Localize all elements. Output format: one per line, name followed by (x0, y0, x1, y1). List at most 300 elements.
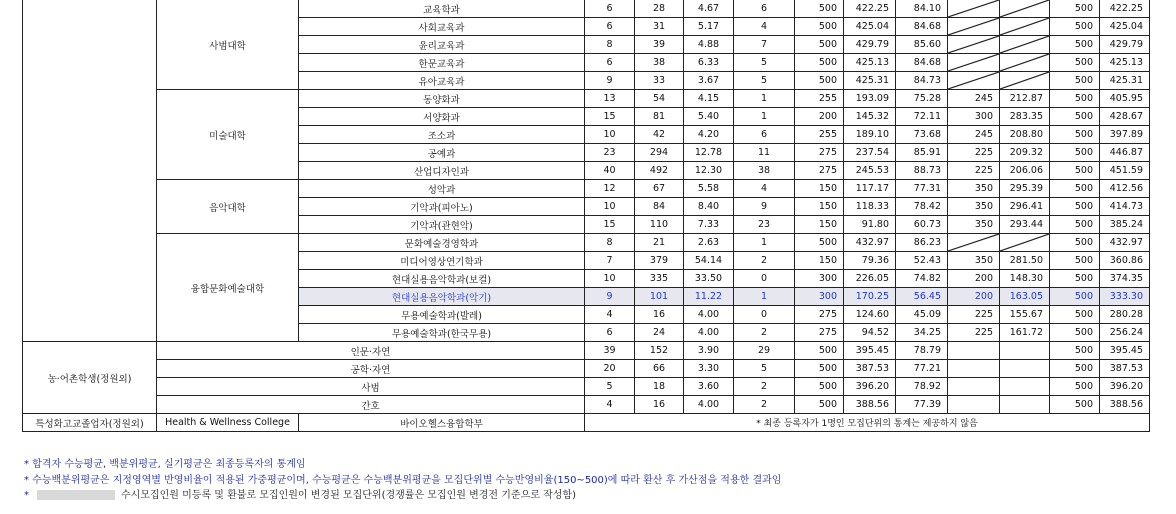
applicants-cell: 21 (635, 234, 684, 252)
college-name: 미술대학 (157, 90, 299, 180)
percentile-avg-cell: 84.10 (896, 0, 948, 18)
quota-cell: 6 (585, 324, 635, 342)
percentile-avg-cell: 52.43 (896, 252, 948, 270)
practical-ratio-cell: 200 (948, 288, 1000, 306)
registered-cell: 23 (734, 216, 795, 234)
suneung-avg-cell: 387.53 (844, 360, 896, 378)
suneung-avg-cell: 94.52 (844, 324, 896, 342)
total-avg-cell: 360.86 (1100, 252, 1150, 270)
suneung-ratio-cell: 500 (795, 378, 844, 396)
practical-avg-cell: 206.06 (1000, 162, 1050, 180)
empty-cell-slash (948, 54, 1000, 72)
department-name: 인문·자연 (157, 342, 585, 360)
college-name: 융합문화예술대학 (157, 234, 299, 342)
practical-ratio-cell: 225 (948, 306, 1000, 324)
practical-ratio-cell: 300 (948, 108, 1000, 126)
practical-avg-cell: 209.32 (1000, 144, 1050, 162)
practical-ratio-cell: 225 (948, 162, 1000, 180)
suneung-ratio-cell: 500 (795, 234, 844, 252)
footnote-3-bullet: * (24, 490, 29, 501)
empty-cell-slash (1000, 0, 1050, 18)
suneung-ratio-cell: 150 (795, 198, 844, 216)
quota-cell: 40 (585, 162, 635, 180)
total-ratio-cell: 500 (1050, 180, 1100, 198)
total-ratio-cell: 500 (1050, 306, 1100, 324)
suneung-ratio-cell: 275 (795, 144, 844, 162)
suneung-avg-cell: 193.09 (844, 90, 896, 108)
suneung-ratio-cell: 150 (795, 252, 844, 270)
department-name: 조소과 (299, 126, 585, 144)
total-avg-cell: 385.24 (1100, 216, 1150, 234)
registered-cell: 0 (734, 306, 795, 324)
quota-cell: 15 (585, 108, 635, 126)
percentile-avg-cell: 78.42 (896, 198, 948, 216)
table-row (23, 360, 1150, 378)
statistics-note: * 최종 등록자가 1명인 모집단위의 통계는 제공하지 않음 (585, 414, 1150, 432)
suneung-avg-cell: 245.53 (844, 162, 896, 180)
percentile-avg-cell: 85.60 (896, 36, 948, 54)
competition-rate-cell: 3.30 (684, 360, 734, 378)
department-name: 공학·자연 (157, 360, 585, 378)
practical-avg-cell: 283.35 (1000, 108, 1050, 126)
applicants-cell: 33 (635, 72, 684, 90)
empty-cell-slash (948, 0, 1000, 18)
practical-ratio-cell: 225 (948, 324, 1000, 342)
practical-avg-cell: 296.41 (1000, 198, 1050, 216)
suneung-ratio-cell: 500 (795, 54, 844, 72)
table-row (23, 234, 1150, 252)
competition-rate-cell: 12.78 (684, 144, 734, 162)
total-avg-cell: 396.20 (1100, 378, 1150, 396)
total-ratio-cell: 500 (1050, 0, 1100, 18)
total-avg-cell: 412.56 (1100, 180, 1150, 198)
registered-cell: 1 (734, 108, 795, 126)
competition-rate-cell: 3.67 (684, 72, 734, 90)
registered-cell: 5 (734, 72, 795, 90)
registered-cell: 6 (734, 126, 795, 144)
total-ratio-cell: 500 (1050, 270, 1100, 288)
quota-cell: 8 (585, 36, 635, 54)
empty-cell-slash (948, 234, 1000, 252)
total-ratio-cell: 500 (1050, 18, 1100, 36)
competition-rate-cell: 3.90 (684, 342, 734, 360)
applicants-cell: 81 (635, 108, 684, 126)
total-ratio-cell: 500 (1050, 288, 1100, 306)
competition-rate-cell: 4.15 (684, 90, 734, 108)
quota-cell: 20 (585, 360, 635, 378)
applicants-cell: 42 (635, 126, 684, 144)
department-name: 한문교육과 (299, 54, 585, 72)
registered-cell: 2 (734, 396, 795, 414)
registered-cell: 0 (734, 270, 795, 288)
empty-cell-slash (948, 36, 1000, 54)
college-name: 사범대학 (157, 0, 299, 90)
competition-rate-cell: 12.30 (684, 162, 734, 180)
quota-cell: 10 (585, 198, 635, 216)
practical-avg-cell: 163.05 (1000, 288, 1050, 306)
total-ratio-cell: 500 (1050, 72, 1100, 90)
table-row (23, 342, 1150, 360)
percentile-avg-cell: 77.21 (896, 360, 948, 378)
applicants-cell: 54 (635, 90, 684, 108)
suneung-ratio-cell: 500 (795, 396, 844, 414)
quota-cell: 15 (585, 216, 635, 234)
practical-avg-cell: 161.72 (1000, 324, 1050, 342)
applicants-cell: 101 (635, 288, 684, 306)
registered-cell: 11 (734, 144, 795, 162)
suneung-avg-cell: 432.97 (844, 234, 896, 252)
percentile-avg-cell: 56.45 (896, 288, 948, 306)
total-ratio-cell: 500 (1050, 198, 1100, 216)
percentile-avg-cell: 88.73 (896, 162, 948, 180)
percentile-avg-cell: 45.09 (896, 306, 948, 324)
percentile-avg-cell: 77.31 (896, 180, 948, 198)
admission-type-label: 농·어촌학생(정원외) (23, 342, 157, 414)
practical-avg-cell: 281.50 (1000, 252, 1050, 270)
quota-cell: 10 (585, 126, 635, 144)
department-name: 바이오헬스융합학부 (299, 414, 585, 432)
suneung-ratio-cell: 255 (795, 90, 844, 108)
competition-rate-cell: 7.33 (684, 216, 734, 234)
practical-avg-cell (1000, 396, 1050, 414)
practical-avg-cell: 208.80 (1000, 126, 1050, 144)
competition-rate-cell: 54.14 (684, 252, 734, 270)
total-avg-cell: 280.28 (1100, 306, 1150, 324)
suneung-avg-cell: 79.36 (844, 252, 896, 270)
applicants-cell: 335 (635, 270, 684, 288)
empty-cell-slash (1000, 36, 1050, 54)
total-ratio-cell: 500 (1050, 216, 1100, 234)
total-avg-cell: 388.56 (1100, 396, 1150, 414)
suneung-avg-cell: 425.31 (844, 72, 896, 90)
competition-rate-cell: 11.22 (684, 288, 734, 306)
table-row (23, 396, 1150, 414)
applicants-cell: 294 (635, 144, 684, 162)
quota-cell: 6 (585, 18, 635, 36)
empty-cell-slash (948, 18, 1000, 36)
suneung-ratio-cell: 500 (795, 342, 844, 360)
registered-cell: 5 (734, 54, 795, 72)
total-avg-cell: 256.24 (1100, 324, 1150, 342)
total-avg-cell: 425.13 (1100, 54, 1150, 72)
applicants-cell: 66 (635, 360, 684, 378)
total-avg-cell: 414.73 (1100, 198, 1150, 216)
admission-type-label: 특성화고교졸업자(정원외) (23, 414, 157, 432)
department-name: 사범 (157, 378, 585, 396)
total-ratio-cell: 500 (1050, 342, 1100, 360)
competition-rate-cell: 4.00 (684, 306, 734, 324)
suneung-ratio-cell: 150 (795, 216, 844, 234)
department-name: 문화예술경영학과 (299, 234, 585, 252)
competition-rate-cell: 4.00 (684, 396, 734, 414)
total-avg-cell: 395.45 (1100, 342, 1150, 360)
applicants-cell: 24 (635, 324, 684, 342)
practical-ratio-cell: 200 (948, 270, 1000, 288)
department-name: 사회교육과 (299, 18, 585, 36)
suneung-ratio-cell: 500 (795, 18, 844, 36)
competition-rate-cell: 8.40 (684, 198, 734, 216)
applicants-cell: 16 (635, 396, 684, 414)
total-ratio-cell: 500 (1050, 360, 1100, 378)
total-avg-cell: 425.31 (1100, 72, 1150, 90)
total-avg-cell: 387.53 (1100, 360, 1150, 378)
department-name: 기악과(관현악) (299, 216, 585, 234)
table-row (23, 414, 1150, 432)
applicants-cell: 28 (635, 0, 684, 18)
total-avg-cell: 428.67 (1100, 108, 1150, 126)
registered-cell: 4 (734, 18, 795, 36)
department-name: 기악과(피아노) (299, 198, 585, 216)
registered-cell: 2 (734, 378, 795, 396)
competition-rate-cell: 5.17 (684, 18, 734, 36)
suneung-avg-cell: 170.25 (844, 288, 896, 306)
suneung-avg-cell: 395.45 (844, 342, 896, 360)
registered-cell: 2 (734, 252, 795, 270)
suneung-avg-cell: 429.79 (844, 36, 896, 54)
registered-cell: 29 (734, 342, 795, 360)
total-avg-cell: 422.25 (1100, 0, 1150, 18)
suneung-ratio-cell: 500 (795, 72, 844, 90)
quota-cell: 9 (585, 288, 635, 306)
percentile-avg-cell: 60.73 (896, 216, 948, 234)
total-ratio-cell: 500 (1050, 162, 1100, 180)
total-ratio-cell: 500 (1050, 378, 1100, 396)
competition-rate-cell: 5.58 (684, 180, 734, 198)
empty-cell-slash (1000, 234, 1050, 252)
suneung-ratio-cell: 275 (795, 162, 844, 180)
competition-rate-cell: 2.63 (684, 234, 734, 252)
suneung-ratio-cell: 255 (795, 126, 844, 144)
competition-rate-cell: 6.33 (684, 54, 734, 72)
suneung-ratio-cell: 275 (795, 324, 844, 342)
admission-stats-table (22, 0, 1150, 432)
quota-cell: 8 (585, 234, 635, 252)
total-ratio-cell: 500 (1050, 396, 1100, 414)
suneung-ratio-cell: 300 (795, 270, 844, 288)
department-name: 공예과 (299, 144, 585, 162)
competition-rate-cell: 4.67 (684, 0, 734, 18)
table-row (23, 0, 1150, 18)
registered-cell: 1 (734, 234, 795, 252)
suneung-avg-cell: 388.56 (844, 396, 896, 414)
table-body (23, 0, 1150, 432)
college-name: 음악대학 (157, 180, 299, 234)
competition-rate-cell: 3.60 (684, 378, 734, 396)
applicants-cell: 18 (635, 378, 684, 396)
percentile-avg-cell: 75.28 (896, 90, 948, 108)
practical-ratio-cell (948, 378, 1000, 396)
suneung-ratio-cell: 300 (795, 288, 844, 306)
applicants-cell: 31 (635, 18, 684, 36)
applicants-cell: 110 (635, 216, 684, 234)
practical-avg-cell: 148.30 (1000, 270, 1050, 288)
percentile-avg-cell: 34.25 (896, 324, 948, 342)
quota-cell: 23 (585, 144, 635, 162)
footnote-1: * 합격자 수능평균, 백분위평균, 실기평균은 최종등록자의 통계임 (24, 459, 306, 470)
footnote-2: * 수능백분위평균은 지정영역별 반영비율이 적용된 가중평균이며, 수능평균은 수능백분위평균을 모집단위별 수능반영비율(150~500)에 따라 환산 후 가산점을 적용한 결과임 (24, 474, 782, 486)
department-name: 현대실용음악학과(보컬) (299, 270, 585, 288)
percentile-avg-cell: 84.68 (896, 54, 948, 72)
applicants-cell: 379 (635, 252, 684, 270)
suneung-avg-cell: 145.32 (844, 108, 896, 126)
applicants-cell: 67 (635, 180, 684, 198)
applicants-cell: 38 (635, 54, 684, 72)
practical-ratio-cell: 245 (948, 126, 1000, 144)
total-ratio-cell: 500 (1050, 324, 1100, 342)
applicants-cell: 16 (635, 306, 684, 324)
department-name: 현대실용음악학과(악기) (299, 288, 585, 306)
suneung-avg-cell: 226.05 (844, 270, 896, 288)
quota-cell: 7 (585, 252, 635, 270)
suneung-avg-cell: 91.80 (844, 216, 896, 234)
practical-avg-cell: 295.39 (1000, 180, 1050, 198)
registered-cell: 2 (734, 324, 795, 342)
suneung-avg-cell: 422.25 (844, 0, 896, 18)
suneung-avg-cell: 189.10 (844, 126, 896, 144)
practical-avg-cell (1000, 360, 1050, 378)
total-avg-cell: 333.30 (1100, 288, 1150, 306)
quota-cell: 6 (585, 54, 635, 72)
competition-rate-cell: 4.20 (684, 126, 734, 144)
percentile-avg-cell: 85.91 (896, 144, 948, 162)
suneung-avg-cell: 117.17 (844, 180, 896, 198)
empty-cell-slash (1000, 54, 1050, 72)
empty-cell-slash (1000, 18, 1050, 36)
quota-cell: 5 (585, 378, 635, 396)
registered-cell: 7 (734, 36, 795, 54)
suneung-avg-cell: 118.33 (844, 198, 896, 216)
total-avg-cell: 451.59 (1100, 162, 1150, 180)
practical-ratio-cell (948, 342, 1000, 360)
total-ratio-cell: 500 (1050, 144, 1100, 162)
total-avg-cell: 405.95 (1100, 90, 1150, 108)
total-ratio-cell: 500 (1050, 234, 1100, 252)
suneung-ratio-cell: 500 (795, 360, 844, 378)
college-name: Health & Wellness College (157, 414, 299, 432)
quota-cell: 4 (585, 396, 635, 414)
total-avg-cell: 425.04 (1100, 18, 1150, 36)
department-name: 간호 (157, 396, 585, 414)
footnotes (24, 457, 781, 504)
department-name: 무용예술학과(한국무용) (299, 324, 585, 342)
practical-avg-cell (1000, 342, 1050, 360)
applicants-cell: 39 (635, 36, 684, 54)
total-avg-cell: 429.79 (1100, 36, 1150, 54)
percentile-avg-cell: 72.11 (896, 108, 948, 126)
percentile-avg-cell: 73.68 (896, 126, 948, 144)
percentile-avg-cell: 74.82 (896, 270, 948, 288)
suneung-avg-cell: 124.60 (844, 306, 896, 324)
quota-cell: 4 (585, 306, 635, 324)
redacted-marker (37, 490, 115, 500)
practical-ratio-cell (948, 396, 1000, 414)
suneung-avg-cell: 425.04 (844, 18, 896, 36)
practical-ratio-cell: 245 (948, 90, 1000, 108)
department-name: 교육학과 (299, 0, 585, 18)
practical-ratio-cell: 350 (948, 252, 1000, 270)
quota-cell: 13 (585, 90, 635, 108)
percentile-avg-cell: 78.92 (896, 378, 948, 396)
total-avg-cell: 397.89 (1100, 126, 1150, 144)
quota-cell: 39 (585, 342, 635, 360)
total-ratio-cell: 500 (1050, 126, 1100, 144)
total-ratio-cell: 500 (1050, 90, 1100, 108)
footnote-3-text: 수시모집인원 미등록 및 환불로 모집인원이 변경된 모집단위(경쟁률은 모집인원 변경전 기준으로 작성함) (121, 490, 576, 501)
practical-ratio-cell: 350 (948, 216, 1000, 234)
competition-rate-cell: 33.50 (684, 270, 734, 288)
competition-rate-cell: 5.40 (684, 108, 734, 126)
practical-ratio-cell: 350 (948, 198, 1000, 216)
total-ratio-cell: 500 (1050, 54, 1100, 72)
practical-ratio-cell: 350 (948, 180, 1000, 198)
registered-cell: 1 (734, 288, 795, 306)
department-name: 동양화과 (299, 90, 585, 108)
competition-rate-cell: 4.00 (684, 324, 734, 342)
registered-cell: 4 (734, 180, 795, 198)
total-ratio-cell: 500 (1050, 108, 1100, 126)
percentile-avg-cell: 84.73 (896, 72, 948, 90)
department-name: 산업디자인과 (299, 162, 585, 180)
quota-cell: 10 (585, 270, 635, 288)
department-name: 서양화과 (299, 108, 585, 126)
suneung-avg-cell: 396.20 (844, 378, 896, 396)
registered-cell: 6 (734, 0, 795, 18)
practical-avg-cell: 212.87 (1000, 90, 1050, 108)
total-avg-cell: 374.35 (1100, 270, 1150, 288)
footnote-3 (24, 488, 781, 504)
percentile-avg-cell: 77.39 (896, 396, 948, 414)
department-name: 무용예술학과(발레) (299, 306, 585, 324)
department-name: 윤리교육과 (299, 36, 585, 54)
empty-cell-slash (948, 72, 1000, 90)
total-ratio-cell: 500 (1050, 36, 1100, 54)
empty-cell-slash (1000, 72, 1050, 90)
registered-cell: 38 (734, 162, 795, 180)
percentile-avg-cell: 84.68 (896, 18, 948, 36)
registered-cell: 1 (734, 90, 795, 108)
department-name: 미디어영상연기학과 (299, 252, 585, 270)
quota-cell: 6 (585, 0, 635, 18)
applicants-cell: 84 (635, 198, 684, 216)
total-avg-cell: 446.87 (1100, 144, 1150, 162)
total-avg-cell: 432.97 (1100, 234, 1150, 252)
practical-ratio-cell (948, 360, 1000, 378)
suneung-avg-cell: 425.13 (844, 54, 896, 72)
quota-cell: 12 (585, 180, 635, 198)
suneung-ratio-cell: 500 (795, 0, 844, 18)
table-row (23, 180, 1150, 198)
practical-ratio-cell: 225 (948, 144, 1000, 162)
practical-avg-cell: 155.67 (1000, 306, 1050, 324)
practical-avg-cell (1000, 378, 1050, 396)
department-name: 유아교육과 (299, 72, 585, 90)
applicants-cell: 152 (635, 342, 684, 360)
suneung-ratio-cell: 275 (795, 306, 844, 324)
registered-cell: 5 (734, 360, 795, 378)
suneung-ratio-cell: 200 (795, 108, 844, 126)
registered-cell: 9 (734, 198, 795, 216)
percentile-avg-cell: 86.23 (896, 234, 948, 252)
suneung-ratio-cell: 150 (795, 180, 844, 198)
table-row (23, 378, 1150, 396)
percentile-avg-cell: 78.79 (896, 342, 948, 360)
suneung-avg-cell: 237.54 (844, 144, 896, 162)
suneung-ratio-cell: 500 (795, 36, 844, 54)
quota-cell: 9 (585, 72, 635, 90)
applicants-cell: 492 (635, 162, 684, 180)
practical-avg-cell: 293.44 (1000, 216, 1050, 234)
category-cell (23, 0, 157, 342)
